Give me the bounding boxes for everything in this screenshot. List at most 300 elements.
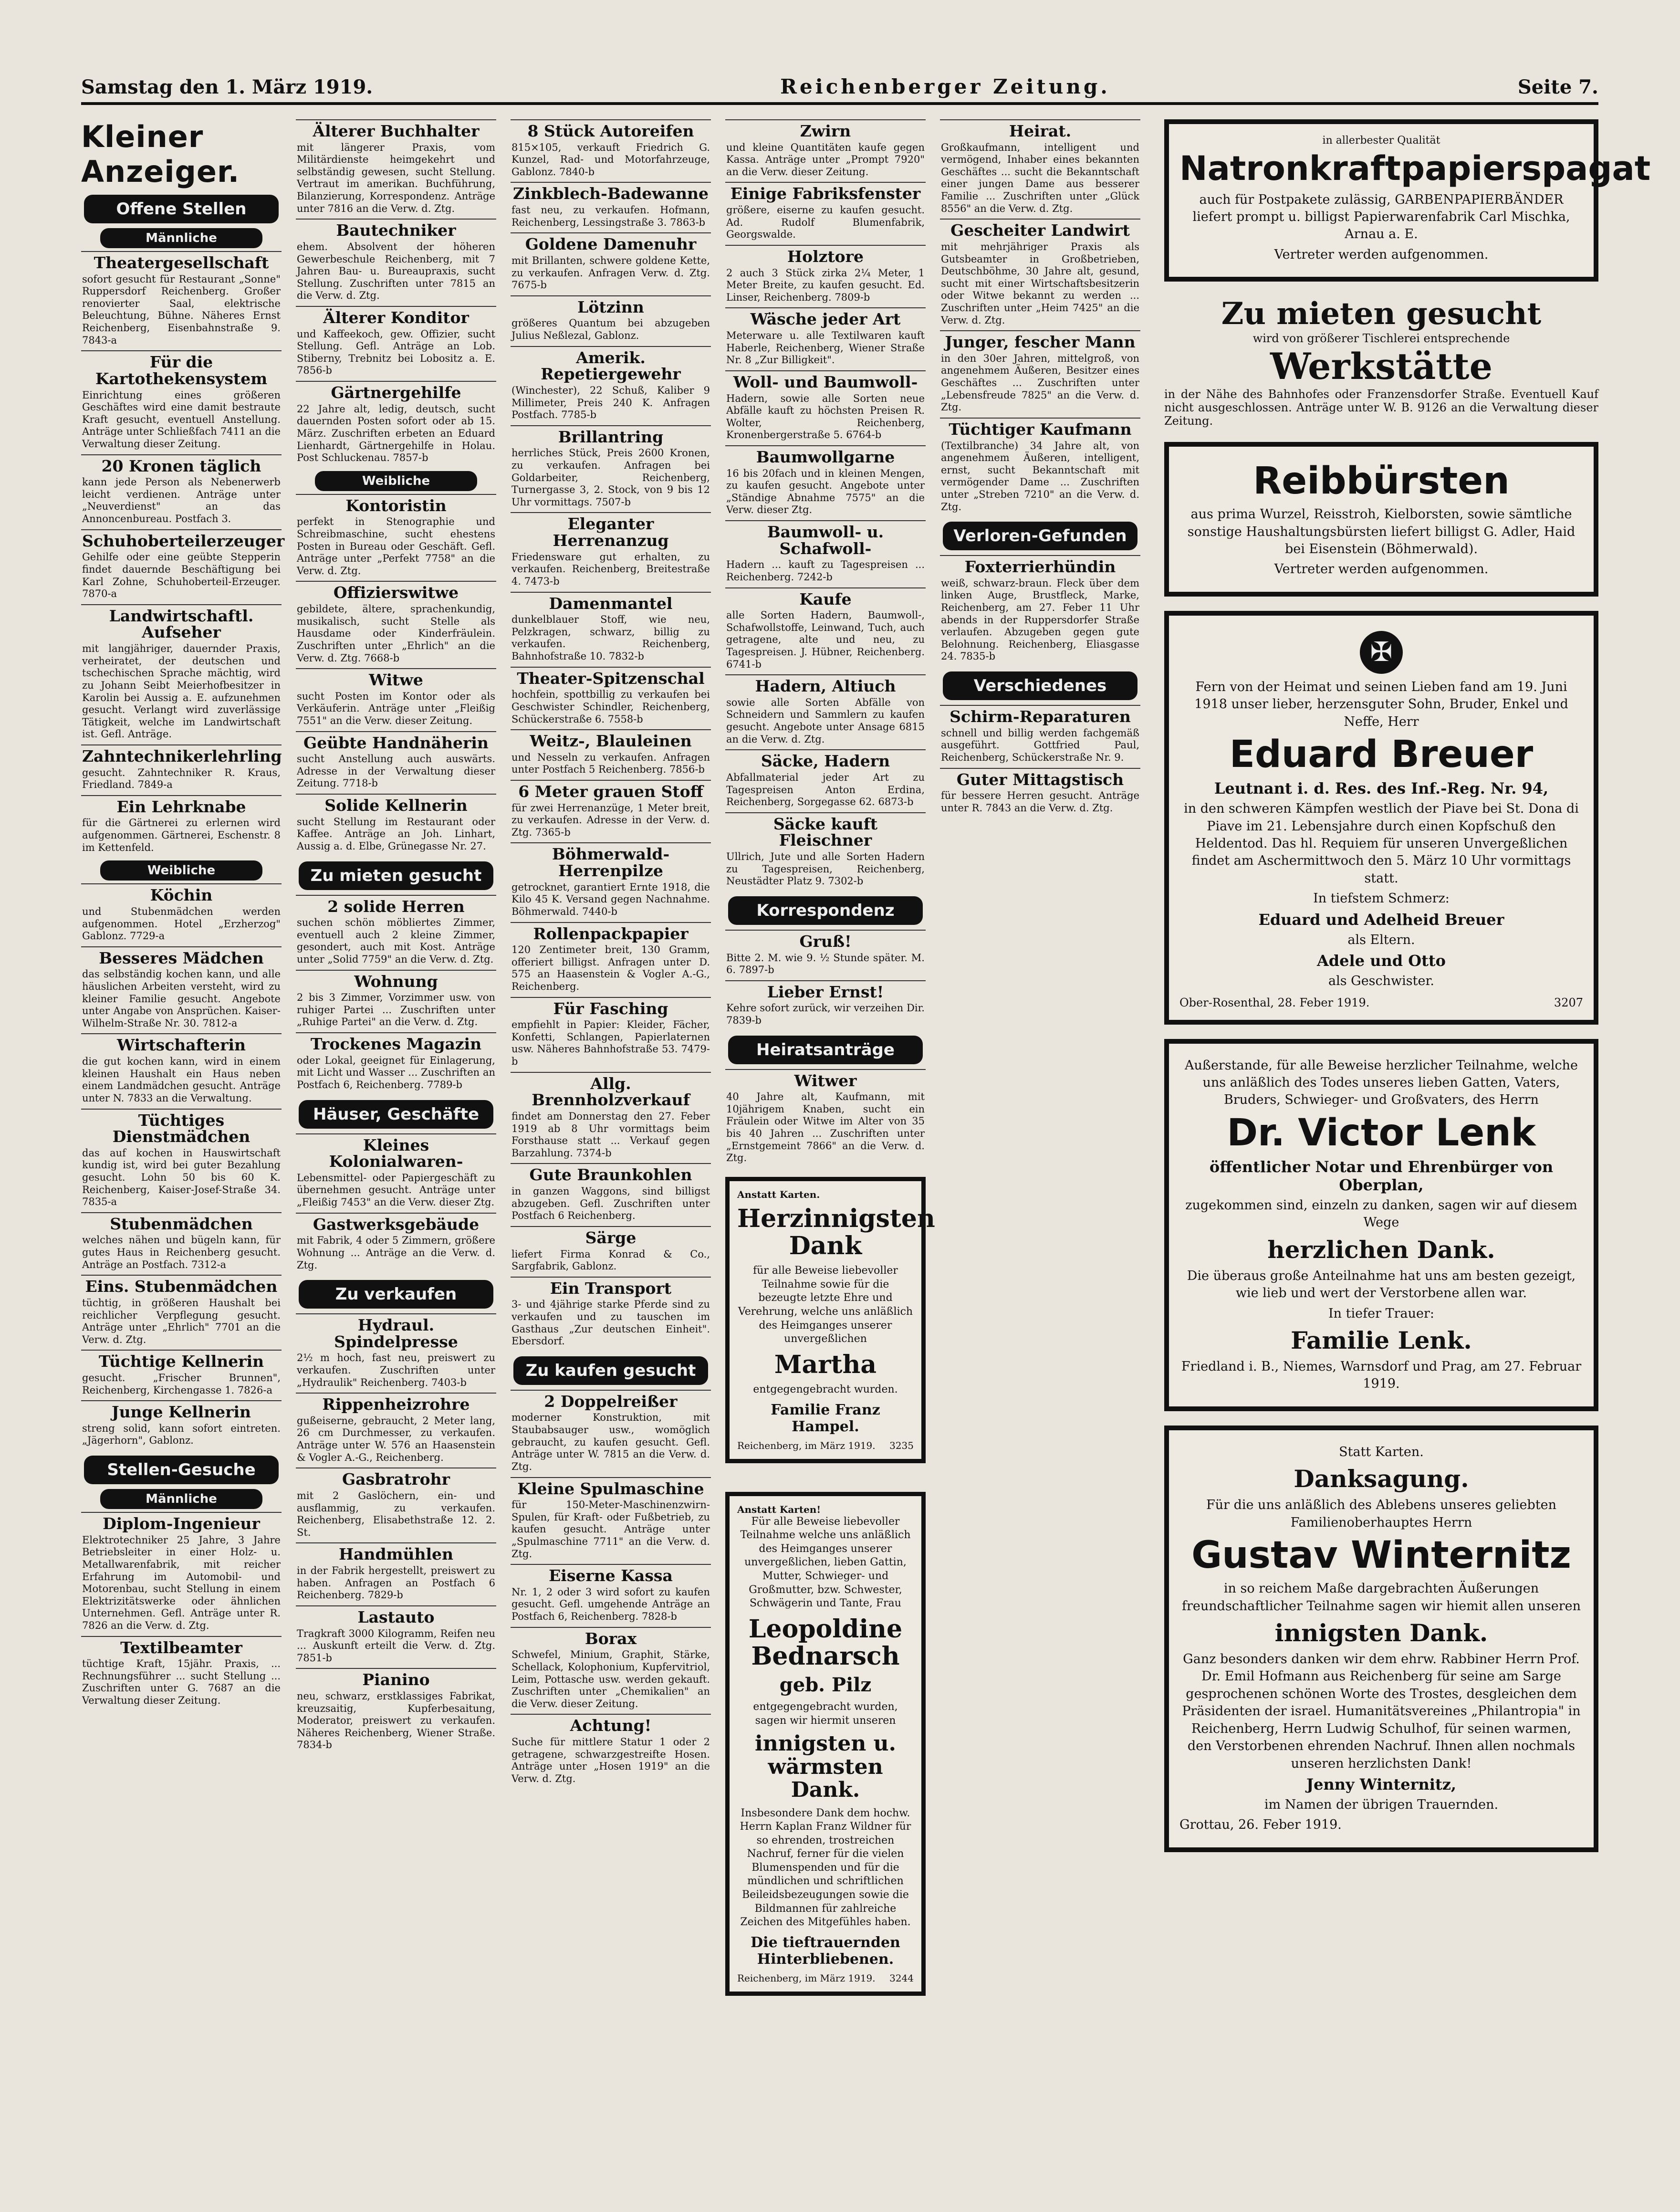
ad-headline: Kaufe — [799, 589, 852, 608]
notice-thanks: herzlichen Dank. — [1267, 1235, 1495, 1264]
ad-body: Friedensware gut erhalten, zu verkaufen. Reichenberg, Breitestraße 4. 7473-b — [511, 551, 710, 587]
notice-text: Für die uns anläßlich des Ablebens unseres geliebten Familienoberhauptes Herrn — [1206, 1498, 1557, 1530]
ad-body: in den 30er Jahren, mittelgroß, von angenehmem Äußeren, Besitzer eines Geschäftes ... Zuschriften unter „Lebensfreude 7825" an die Verw. d. Ztg. — [941, 352, 1139, 413]
ad-body: mit Brillanten, schwere goldene Kette, zu verkaufen. Anfragen Verw. d. Ztg. 7675-b — [511, 254, 710, 291]
ad-headline: Theater-Spitzenschal — [517, 669, 705, 688]
ad-headline: Natronkraftpapierspagat — [1179, 149, 1651, 188]
ad-body: und Stubenmädchen werden aufgenommen. Hotel „Erzherzog" Gablonz. 7729-a — [82, 905, 281, 942]
ad-headline: Älterer Buchhalter — [313, 122, 480, 140]
ad-headline: Heirat. — [1009, 122, 1072, 140]
notice-text: Außerstande, für alle Beweise herzlicher Teilnahme, welche uns anläßlich des Todes unseres lieben Gatten, Vaters, Bruders, Schwieger- und Großvaters, des Herrn — [1185, 1058, 1578, 1108]
ad-body: gesucht. „Frischer Brunnen", Reichenberg, Kirchengasse 1. 7826-a — [82, 1372, 281, 1396]
classified-ad — [511, 780, 711, 842]
ads-list — [81, 883, 282, 1451]
column-2 — [296, 119, 496, 1755]
ad-body: gesucht. Zahntechniker R. Kraus, Friedland. 7849-a — [82, 766, 281, 791]
column-6 — [1164, 119, 1651, 1866]
classified-ad — [296, 1668, 496, 1755]
ad-body: und Kaffeekoch, gew. Offizier, sucht Stellung. Gefl. Anträge an Lob. Stiberny, Trebnitz bei Lobositz a. E. 7856-b — [297, 328, 495, 377]
ad-headline: Schuhoberteilerzeuger — [82, 531, 285, 550]
classified-ad — [725, 812, 926, 891]
subheading-weibliche: Weibliche — [315, 471, 477, 491]
ad-body: Hadern ... kauft zu Tagespreisen ... Reichenberg. 7242-b — [726, 559, 925, 583]
ad-headline: Eiserne Kassa — [549, 1566, 673, 1585]
ads-list — [511, 1390, 711, 1789]
ad-body: (Winchester), 22 Schuß, Kaliber 9 Millimeter, Preis 240 K. Anfragen Postfach. 7785-b — [511, 384, 710, 421]
ad-text: Vertreter werden aufgenommen. — [1274, 562, 1489, 577]
classified-ad — [511, 1564, 711, 1626]
column-3 — [511, 119, 711, 1789]
heading-zu-verkaufen: Zu verkaufen — [299, 1280, 493, 1309]
notice-kicker: Anstatt Karten! — [737, 1503, 821, 1515]
classified-ad — [725, 245, 926, 307]
ad-headline: Gescheiter Landwirt — [950, 221, 1130, 240]
ad-body: neu, schwarz, erstklassiges Fabrikat, kreuzsaitig, Kupferbesaitung, Moderator, preiswert zu verkaufen. Näheres Reichenberg, Wiener Straße. 7834-b — [297, 1690, 495, 1751]
classified-ad — [725, 587, 926, 675]
notice-footer — [737, 1972, 914, 1984]
ad-headline: 6 Meter grauen Stoff — [518, 782, 703, 801]
notice-signature: Adele und Otto — [1316, 952, 1446, 970]
ads-list — [81, 1512, 282, 1711]
ad-headline: Borax — [584, 1629, 637, 1648]
ad-body: 815×105, verkauft Friedrich G. Kunzel, Rad- und Motorfahrzeuge, Gablonz. 7840-b — [511, 141, 710, 178]
ad-body: weiß, schwarz-braun. Fleck über dem linken Auge, Brustfleck, Marke, Reichenberg, am 27. Feber 11 Uhr abends in der Ruppersdorfer Straße verlaufen. Abzugeben gegen gute Belohnung. Reichenberg, Eliasgasse 24. 7835-b — [941, 577, 1139, 662]
ad-body: Schwefel, Minium, Graphit, Stärke, Schellack, Kolophonium, Kupfervitriol, Leim, Pottasche usw. werden gekauft. Zuschriften unter „Chemikalien" an die Verw. dieser Zeitung. — [511, 1649, 710, 1709]
ad-body: liefert Firma Konrad & Co., Sargfabrik, Gablonz. — [511, 1248, 710, 1272]
ad-body: 40 Jahre alt, Kaufmann, mit 10jährigem Knaben, sucht ein Fräulein oder Witwe im Alter von 35 bis 40 Jahren ... Zuschriften unter „Ernstgemeint 7866" an die Verw. d. Ztg. — [726, 1091, 925, 1164]
subheading-maennliche: Männliche — [100, 228, 262, 248]
classified-ad — [296, 581, 496, 668]
ad-body: Einrichtung eines größeren Geschäftes wird eine damit bestraute Kraft gesucht, eventuell Anstellung. Anträge unter Schließfach 7411 an die Verwaltung dieser Zeitung. — [82, 389, 281, 450]
ad-headline: Kleine Spulmaschine — [517, 1479, 704, 1498]
notice-place: Grottau, 26. Feber 1919. — [1179, 1817, 1342, 1833]
ad-headline: Gärtnergehilfe — [331, 383, 461, 402]
notice-rank: öffentlicher Notar und Ehrenbürger von Oberplan, — [1209, 1157, 1554, 1194]
cross-icon: ✠ — [1360, 631, 1403, 674]
heading-zu-kaufen-gesucht: Zu kaufen gesucht — [513, 1356, 708, 1385]
notice-text: in so reichem Maße dargebrachten Äußerungen freundschaftlicher Teilnahme sagen wir hiemit allen unseren — [1182, 1581, 1581, 1614]
classified-ad — [296, 794, 496, 856]
ad-body: Gehilfe oder eine geübte Stepperin findet dauernde Beschäftigung bei Karl Zohne, Schuhoberteil-Erzeuger. 7870-a — [82, 551, 281, 600]
ad-headline: 20 Kronen täglich — [101, 456, 261, 475]
classified-ad — [81, 883, 282, 946]
ad-body: 120 Zentimeter breit, 130 Gramm, offeriert billigst. Anfragen unter D. 575 an Haasenstein & Vogler A.-G., Reichenberg. — [511, 944, 710, 993]
notice-place: Friedland i. B., Niemes, Warnsdorf und Prag, am 27. Februar 1919. — [1181, 1359, 1582, 1392]
ad-body: die gut kochen kann, wird in einem kleinen Haushalt ein Haus neben einem Landmädchen gesucht. Anträge unter N. 7833 an die Verwaltung. — [82, 1056, 281, 1104]
ad-body: und kleine Quantitäten kaufe gegen Kassa. Anträge unter „Prompt 7920" an die Verw. dieser Zeitung. — [726, 141, 925, 178]
ad-body: sucht Posten im Kontor oder als Verkäuferin. Anträge unter „Fleißig 7551" an die Verw. dieser Zeitung. — [297, 690, 495, 726]
ad-body: 3- und 4jährige starke Pferde sind zu verkaufen und zu tauschen im Gasthaus „Zur deutschen Einheit". Ebersdorf. — [511, 1299, 710, 1347]
classified-ad — [296, 306, 496, 381]
ad-headline: Foxterrierhündin — [964, 557, 1116, 577]
heading-haeuser-geschaefte: Häuser, Geschäfte — [299, 1100, 493, 1129]
ads-list — [296, 1313, 496, 1755]
classified-ad — [81, 1275, 282, 1350]
classified-ad — [296, 1313, 496, 1393]
column-5 — [940, 119, 1140, 818]
ad-headline: Eleganter Herrenanzug — [553, 514, 669, 550]
ad-headline: Woll- und Baumwoll- — [733, 372, 918, 391]
notice-signature: Familie Franz Hampel. — [771, 1401, 880, 1435]
notice-text: entgegengebracht wurden. — [753, 1384, 898, 1396]
ad-headline: Besseres Mädchen — [99, 948, 264, 967]
ad-body: für 150-Meter-Maschinenzwirn-Spulen, für Kraft- oder Fußbetrieb, zu kaufen gesucht. Anträge unter „Spulmaschine 7711" an die Verw. d. Ztg. — [511, 1499, 710, 1560]
classified-ad — [725, 674, 926, 749]
ad-headline: Brillantring — [558, 427, 664, 446]
ads-list — [296, 1133, 496, 1276]
natronkraft-ad — [1164, 119, 1651, 282]
classified-ad — [81, 1636, 282, 1711]
ad-headline: Theatergesellschaft — [94, 253, 269, 272]
ad-headline: Weitz-, Blauleinen — [530, 732, 692, 751]
ad-body: 16 bis 20fach und in kleinen Mengen, zu kaufen gesucht. Angebote unter „Ständige Abnahme 7575" an die Verw. dieser Ztg. — [726, 467, 925, 516]
classified-ad — [511, 592, 711, 667]
ad-body: Kehre sofort zurück, wir verzeihen Dir. 7839-b — [726, 1002, 925, 1026]
ad-body: mit längerer Praxis, vom Militärdienste heimgekehrt und selbständig gewesen, sucht Stellung. Vertraut im amerikan. Buchführung, Bilanzierung, Korrespondenz. Anträge unter 7816 an die Verw. d. Ztg. — [297, 141, 495, 214]
ad-headline: Allg. Brennholzverkauf — [532, 1074, 690, 1110]
ad-headline: Geübte Handnäherin — [303, 733, 489, 752]
notice-number: 3244 — [889, 1972, 914, 1984]
ad-headline: Achtung! — [570, 1716, 652, 1735]
ad-headline: Zu mieten gesucht — [1221, 296, 1542, 332]
classified-ad — [511, 1226, 711, 1277]
classified-ad — [296, 1393, 496, 1468]
notice-name: Gustav Winternitz — [1191, 1534, 1571, 1577]
ads-list — [725, 119, 926, 891]
ads-list — [296, 119, 496, 468]
notice-text: als Geschwister. — [1328, 974, 1435, 989]
ad-headline: Guter Mittagstisch — [956, 770, 1124, 789]
ad-body: sowie alle Sorten Abfälle von Schneidern und Sammlern zu kaufen gesucht. Angebote unter Ansage 6815 an die Verw. d. Ztg. — [726, 696, 925, 745]
ad-body: gebildete, ältere, sprachenkundig, musikalisch, sucht Stelle als Hausdame oder Kinderfräulein. Zuschriften unter „Ehrlich" an die Verw. d. Ztg. 7668-b — [297, 603, 495, 664]
ad-headline: Holztore — [787, 247, 864, 266]
ad-headline: Tüchtiger Kaufmann — [949, 419, 1132, 439]
ad-body: hochfein, spottbillig zu verkaufen bei Geschwister Schindler, Reichenberg, Schückerstraße 6. 7558-b — [511, 689, 710, 725]
notice-text: entgegengebracht wurden, sagen wir hiermit unseren — [753, 1701, 898, 1727]
classified-ad — [511, 512, 711, 591]
ad-body: schnell und billig werden fachgemäß ausgeführt. Gottfried Paul, Reichenberg, Schückerstraße Nr. 9. — [941, 727, 1139, 763]
classified-ad — [940, 219, 1140, 330]
ad-headline: Pianino — [362, 1670, 430, 1689]
ad-body: Großkaufmann, intelligent und vermögend, Inhaber eines bekannten Geschäftes ... sucht die Bekanntschaft einer jungen Dame aus besserer Familie ... Zuschriften unter „Glück 8556" an die Verw. d. Ztg. — [941, 141, 1139, 214]
classified-ad — [511, 1072, 711, 1164]
ad-headline: Zwirn — [800, 122, 851, 140]
ad-headline: Gruß! — [799, 932, 852, 951]
notice-number: 3235 — [889, 1439, 914, 1451]
notice-text: In tiefstem Schmerz: — [1313, 891, 1450, 906]
heading-heiratsantraege: Heiratsanträge — [728, 1036, 923, 1064]
classified-ad — [511, 1477, 711, 1564]
ad-body: und Nesseln zu verkaufen. Anfragen unter Postfach 5 Reichenberg. 7856-b — [511, 751, 710, 776]
ad-headline: Eins. Stubenmädchen — [85, 1277, 278, 1296]
ad-body: getrocknet, garantiert Ernte 1918, die Kilo 45 K. Versand gegen Nachnahme. Böhmerwald. 7440-b — [511, 881, 710, 917]
header-date: Samstag den 1. März 1919. — [81, 76, 373, 98]
ad-headline: Baumwoll- u. Schafwoll- — [767, 523, 884, 558]
notice-text: Ganz besonders danken wir dem ehrw. Rabbiner Herrn Prof. Dr. Emil Hofmann aus Reichenberg für seine am Sarge gesprochenen schönen Worte des Trostes, desgleichen dem Präsidenten der israel. Humanitätsvereines „Philantropia" in Reichenberg, Herrn Ludwig Schulhof, für seinen warmen, den Verstorbenen ehrenden Nachruf. Ihnen allen nochmals unseren herzlichsten Dank! — [1182, 1651, 1581, 1771]
notice-rank: Leutnant i. d. Res. des Inf.-Reg. Nr. 94, — [1214, 779, 1549, 798]
column-4 — [725, 119, 935, 1996]
column-1 — [81, 119, 285, 1711]
classified-ad — [296, 381, 496, 468]
ad-body: mit 2 Gaslöchern, ein- und ausflammig, zu verkaufen. Reichenberg, Elisabethstraße 12. 2. St. — [297, 1489, 495, 1538]
ad-body: 2 auch 3 Stück zirka 2¼ Meter, 1 Meter Breite, zu kaufen gesucht. Ed. Linser, Reichenberg. 7809-b — [726, 267, 925, 303]
ad-headline: Hydraul. Spindelpresse — [334, 1316, 458, 1351]
notice-place: Ober-Rosenthal, 28. Feber 1919. — [1179, 996, 1370, 1009]
ad-subheadline: Werkstätte — [1270, 345, 1492, 388]
ad-body: herrliches Stück, Preis 2600 Kronen, zu verkaufen. Anfragen bei Goldarbeiter, Reichenberg, Turnergasse 3, 2. Stock, von 9 bis 12 Uhr vormittags. 7507-b — [511, 447, 710, 508]
ad-headline: Hadern, Altiuch — [755, 677, 896, 696]
ad-kicker: in allerbester Qualität — [1322, 135, 1440, 147]
classified-ad — [511, 997, 711, 1072]
ad-headline: Wohnung — [354, 972, 438, 991]
classified-ad — [940, 330, 1140, 418]
ad-body: empfiehlt in Papier: Kleider, Fächer, Konfetti, Schlangen, Papierlaternen usw. Näheres Bahnhofstraße 53. 7479-b — [511, 1019, 710, 1068]
classified-ad — [725, 520, 926, 587]
notice-kicker: Statt Karten. — [1339, 1444, 1424, 1459]
ad-headline: Ein Lehrknabe — [116, 797, 246, 816]
ad-body: Ullrich, Jute und alle Sorten Hadern zu Tagespreisen, Reichenberg, Neustädter Platz 9. 7302-b — [726, 851, 925, 887]
classified-ad — [296, 1133, 496, 1213]
classified-ad — [81, 251, 282, 350]
classified-ad — [511, 922, 711, 997]
ad-body: fast neu, zu verkaufen. Hofmann, Reichenberg, Lessingstraße 3. 7863-b — [511, 204, 710, 228]
ad-headline: Witwe — [369, 671, 423, 690]
winternitz-notice — [1164, 1426, 1598, 1852]
ad-body: gußeiserne, gebraucht, 2 Meter lang, 26 cm Durchmesser, zu verkaufen. Anträge unter W. 576 an Haasenstein & Vogler A.-G., Reichenberg. — [297, 1415, 495, 1463]
ad-body: Bitte 2. M. wie 9. ½ Stunde später. M. 6. 7897-b — [726, 952, 925, 976]
classified-ad — [725, 749, 926, 812]
classified-ad — [511, 1390, 711, 1477]
classified-ad — [511, 1163, 711, 1226]
classified-ad — [725, 1069, 926, 1168]
classified-ad — [81, 1109, 282, 1212]
hampel-notice — [725, 1177, 935, 1463]
ad-headline: Särge — [585, 1228, 637, 1247]
lenk-notice — [1164, 1039, 1598, 1411]
ad-body: 2½ m hoch, fast neu, preiswert zu verkaufen. Zuschriften unter „Hydraulik" Reichenberg. 7403-b — [297, 1352, 495, 1388]
ad-body: alle Sorten Hadern, Baumwoll-, Schafwollstoffe, Leinwand, Tuch, auch getragene, alte und neu, zu Tagespreisen. J. Hübner, Reichenberg. 6741-b — [726, 609, 925, 670]
classified-ad — [725, 445, 926, 520]
classified-ad — [511, 1627, 711, 1714]
classified-ad — [725, 980, 926, 1031]
ad-body: das selbständig kochen kann, und alle häuslichen Arbeiten versteht, wird zu kleiner Familie gesucht. Angebote unter Angabe von Ansprüchen. Kaiser-Wilhelm-Straße Nr. 30. 7812-a — [82, 968, 281, 1029]
classified-ad — [511, 1277, 711, 1352]
section-title: Kleiner Anzeiger. — [81, 119, 240, 189]
ad-body: suchen schön möbliertes Zimmer, eventuell auch 2 kleine Zimmer, gesondert, auch mit Kost. Anträge unter „Solid 7759" an die Verw. d. Ztg. — [297, 917, 495, 965]
classified-ad — [296, 970, 496, 1032]
notice-name: Martha — [774, 1350, 877, 1379]
ad-body: tüchtige Kraft, 15jähr. Praxis, ... Rechnungsführer ... sucht Stellung ... Zuschriften unter G. 7687 an die Verwaltung dieser Zeitung. — [82, 1658, 281, 1707]
bednarsch-notice — [725, 1492, 926, 1996]
notice-thanks: innigsten Dank. — [1274, 1618, 1488, 1647]
page-header — [81, 72, 1598, 105]
classified-ad — [296, 119, 496, 219]
classified-ad — [511, 182, 711, 232]
page-number: Seite 7. — [1517, 76, 1598, 98]
ad-body: 22 Jahre alt, ledig, deutsch, sucht dauernden Posten sofort oder ab 15. März. Zuschriften erbeten an Eduard Lienhardt, Gärtnergehilfe in Holau. Post Schluckenau. 7857-b — [297, 403, 495, 464]
classified-ad — [725, 119, 926, 182]
ad-body: für bessere Herren gesucht. Anträge unter R. 7843 an die Verw. d. Ztg. — [941, 790, 1139, 814]
ad-text: aus prima Wurzel, Reisstroh, Kielborsten, sowie sämtliche sonstige Haushaltungsbürsten liefert billigst G. Adler, Haid bei Eisenstein (Böhmerwald). — [1187, 507, 1576, 557]
ad-text: Vertreter werden aufgenommen. — [1274, 247, 1489, 262]
ad-body: für zwei Herrenanzüge, 1 Meter breit, zu verkaufen. Adresse in der Verw. d. Ztg. 7365-b — [511, 802, 710, 838]
notice-birthname: geb. Pilz — [779, 1674, 872, 1697]
notice-signature: Jenny Winternitz, — [1306, 1775, 1457, 1793]
ad-headline: Böhmerwald-Herrenpilze — [552, 845, 670, 881]
ad-headline: Witwer — [794, 1071, 857, 1090]
ad-headline: Lastauto — [357, 1607, 435, 1626]
ad-text: in der Nähe des Bahnhofes oder Franzensdorfer Straße. Eventuell Kauf nicht ausgeschlossen. Anträge unter W. B. 9126 an die Verwaltung dieser Zeitung. — [1164, 388, 1598, 428]
ads-list — [940, 119, 1140, 517]
classified-ad — [940, 418, 1140, 517]
ad-headline: Zahntechnikerlehrling — [82, 746, 282, 765]
notice-footer — [737, 1440, 914, 1451]
classified-ad — [511, 729, 711, 780]
notice-headline: Herzinnigsten Dank — [737, 1204, 935, 1261]
ad-body: größeres Quantum bei abzugeben Julius Neßlezal, Gablonz. — [511, 317, 710, 342]
ad-headline: Rollenpackpapier — [533, 924, 689, 943]
classified-ad — [81, 1350, 282, 1400]
ad-headline: Gasbratrohr — [342, 1470, 450, 1489]
classified-ad — [511, 667, 711, 729]
classified-ad — [725, 307, 926, 370]
notice-kicker: Anstatt Karten. — [737, 1188, 820, 1200]
ad-headline: Baumwollgarne — [756, 447, 895, 466]
classified-ad — [296, 1032, 496, 1095]
classified-ad — [81, 1033, 282, 1108]
notice-number: 3207 — [1554, 996, 1583, 1009]
ad-text: auch für Postpakete zulässig, GARBENPAPIERBÄNDER liefert prompt u. billigst Papierwarenfabrik Carl Mischka, Arnau a. E. — [1192, 192, 1570, 242]
ad-body: Tragkraft 3000 Kilogramm, Reifen neu ... Auskunft erteilt die Verw. d. Ztg. 7851-b — [297, 1627, 495, 1664]
ad-body: mit langjähriger, dauernder Praxis, verheiratet, der deutschen und tschechischen Sprache mächtig, wird zu Johann Seibt Meierhofbesitzer in Karolin bei Aussig a. E. aufzunehmen gesucht. Verlangt wird zuverlässige Tätigkeit, welche im Landwirtschaft ist. Gefl. Anträge. — [82, 643, 281, 740]
ad-headline: Diplom-Ingenieur — [103, 1514, 260, 1533]
ad-headline: Handmühlen — [338, 1545, 454, 1564]
newspaper-page — [81, 72, 1651, 2181]
notice-text: Für alle Beweise liebevoller Teilnahme welche uns anläßlich des Heimganges unserer unvergeßlichen, lieben Gattin, Mutter, Schwieger- und Großmutter, bzw. Schwester, Schwägerin und Tante, Frau — [740, 1515, 911, 1610]
ad-body: moderner Konstruktion, mit Staubabsauger usw., womöglich gebraucht, zu kaufen gesucht. Gefl. Anträge unter W. 7815 an die Verw. d. Ztg. — [511, 1412, 710, 1472]
ad-headline: Für Fasching — [553, 999, 668, 1018]
notice-text: In tiefer Trauer: — [1328, 1306, 1434, 1321]
classified-ad — [511, 232, 711, 295]
ad-headline: 2 Doppelreißer — [544, 1392, 678, 1411]
ad-body: das auf kochen in Hauswirtschaft kundig ist, wird bei guter Bezahlung gesucht. Lohn 50 bis 60 K. Reichenberg, Kaiser-Josef-Straße 34. 7835-a — [82, 1147, 281, 1208]
heading-verloren-gefunden: Verloren-Gefunden — [943, 522, 1137, 550]
heading-stellen-gesuche: Stellen-Gesuche — [84, 1456, 279, 1484]
ad-headline: Tüchtige Kellnerin — [98, 1352, 264, 1371]
ad-headline: 8 Stück Autoreifen — [527, 122, 694, 140]
notice-text: im Namen der übrigen Trauernden. — [1264, 1797, 1499, 1812]
notice-text: für alle Beweise liebevoller Teilnahme sowie für die bezeugte letzte Ehre und Verehrung, welche uns anläßlich des Heimganges unserer unvergeßlichen — [738, 1265, 913, 1345]
classified-ad — [296, 1468, 496, 1542]
ad-headline: Lieber Ernst! — [767, 982, 884, 1001]
ad-body: Meterware u. alle Textilwaren kauft Haberle, Reichenberg, Wiener Straße Nr. 8 „Zur Billigkeit". — [726, 330, 925, 366]
notice-text: Die überaus große Anteilnahme hat uns am besten gezeigt, wie lieb und wert der Verstorbene allen war. — [1187, 1268, 1576, 1301]
ad-body: sofort gesucht für Restaurant „Sonne" Ruppersdorf Reichenberg. Großer renovierter Saal, elektrische Beleuchtung, Bühne. Näheres Ernst Reichenberg, Eisenbahnstraße 9. 7843-a — [82, 273, 281, 346]
werkstaette-ad — [1164, 296, 1598, 428]
ads-list — [725, 1069, 926, 1168]
classified-ad — [940, 555, 1140, 667]
notice-text: Insbesondere Dank dem hochw. Herrn Kaplan Franz Wildner für so ehrenden, trostreichen Nachruf, ferner für die vielen Blumenspenden und für die mündlichen und schriftlichen Beileidsbezeugungen sowie die Bildmannen für zahlreiche Zeichen des Mitgefühles haben. — [740, 1807, 911, 1929]
ad-body: perfekt in Stenographie und Schreibmaschine, sucht ehestens Posten in Bureau oder Geschäft. Gefl. Anträge unter „Perfekt 7758" an die Verw. d. Ztg. — [297, 516, 495, 577]
classified-ad — [511, 425, 711, 513]
ad-headline: Trockenes Magazin — [310, 1035, 482, 1054]
ad-headline: Lötzinn — [577, 297, 644, 316]
classified-ad — [81, 946, 282, 1034]
ad-body: welches nähen und bügeln kann, für gutes Haus in Reichenberg gesucht. Anträge an Postfach. 7312-a — [82, 1234, 281, 1270]
classified-ad — [296, 731, 496, 794]
classified-ad — [511, 119, 711, 182]
ad-text: wird von größerer Tischlerei entsprechende — [1252, 332, 1510, 346]
ad-headline: Wäsche jeder Art — [750, 310, 901, 329]
classified-ad — [725, 182, 926, 244]
ad-body: in ganzen Waggons, sind billigst abzugeben. Gefl. Zuschriften unter Postfach 6 Reichenberg. — [511, 1185, 710, 1222]
reibbuersten-ad — [1164, 442, 1598, 597]
ad-headline: Landwirtschaftl. Aufseher — [109, 606, 254, 642]
notice-text: zugekommen sind, einzeln zu danken, sagen wir auf diesem Wege — [1185, 1197, 1577, 1230]
ad-headline: Säcke kauft Fleischner — [773, 814, 878, 850]
classified-ad — [940, 119, 1140, 219]
classified-ad — [940, 768, 1140, 818]
ad-headline: Rippenheizrohre — [322, 1395, 470, 1414]
ad-body: findet am Donnerstag den 27. Feber 1919 ab 8 Uhr vormittags beim Forsthause statt ... Verkauf gegen Barzahlung. 7374-b — [511, 1110, 710, 1159]
ad-headline: Damenmantel — [549, 594, 673, 613]
classified-ad — [511, 1714, 711, 1789]
ad-body: Lebensmittel- oder Papiergeschäft zu übernehmen gesucht. Anträge unter „Fleißig 7453" an die Verw. dieser Ztg. — [297, 1172, 495, 1208]
classified-ad — [81, 1212, 282, 1275]
classified-ad — [511, 842, 711, 922]
classified-ad — [296, 219, 496, 306]
classified-ad — [81, 350, 282, 454]
ads-list — [511, 119, 711, 1352]
notice-place: Reichenberg, im März 1919. — [737, 1972, 876, 1984]
classified-ad — [296, 494, 496, 581]
ad-body: tüchtig, in größeren Haushalt bei reichlicher Verpflegung gesucht. Anträge unter „Ehrlich" 7701 an die Verw. d. Ztg. — [82, 1297, 281, 1345]
classified-ad — [296, 1605, 496, 1668]
notice-text: als Eltern. — [1347, 932, 1415, 947]
ad-headline: Offizierswitwe — [333, 583, 459, 602]
classified-ad — [81, 529, 285, 604]
ad-headline: Gastwerksgebäude — [313, 1215, 480, 1234]
ad-headline: Zinkblech-Badewanne — [513, 184, 709, 203]
notice-text: Fern von der Heimat und seinen Lieben fand am 19. Juni 1918 unser lieber, herzensguter Sohn, Bruder, Enkel und Neffe, Herr — [1194, 679, 1568, 729]
classified-ad — [725, 930, 926, 980]
classified-ad — [81, 795, 282, 858]
ad-headline: Älterer Konditor — [323, 308, 469, 327]
heading-korrespondenz: Korrespondenz — [728, 896, 923, 925]
ad-headline: Einige Fabriksfenster — [730, 184, 921, 203]
ad-body: größere, eiserne zu kaufen gesucht. Ad. Rudolf Blumenfabrik, Georgswalde. — [726, 204, 925, 241]
ads-list — [296, 494, 496, 857]
ad-body: (Textilbranche) 34 Jahre alt, von angenehmem Äußeren, intelligent, ernst, sucht Bekanntschaft mit vermögender Dame ... Zuschriften unter „Streben 7210" an die Verw. d. Ztg. — [941, 440, 1139, 513]
ad-headline: Gute Braunkohlen — [529, 1165, 692, 1185]
ad-headline: Für die Kartothekensystem — [95, 353, 268, 388]
classified-ad — [81, 454, 282, 529]
ad-body: für die Gärtnerei zu erlernen wird aufgenommen. Gärtnerei, Eschenstr. 8 im Kettenfeld. — [82, 817, 281, 853]
ad-headline: Säcke, Hadern — [761, 752, 890, 771]
ad-body: sucht Anstellung auch auswärts. Adresse in der Verwaltung dieser Zeitung. 7718-b — [297, 753, 495, 789]
ad-headline: Bautechniker — [336, 221, 456, 240]
ad-body: dunkelblauer Stoff, wie neu, Pelzkragen, schwarz, billig zu verkaufen. Reichenberg, Bahnhofstraße 10. 7832-b — [511, 614, 710, 662]
notice-name: Dr. Victor Lenk — [1227, 1111, 1536, 1154]
classified-ad — [296, 1213, 496, 1275]
ad-headline: Junge Kellnerin — [111, 1403, 251, 1422]
notice-footer — [1179, 996, 1583, 1009]
ad-body: mit Fabrik, 4 oder 5 Zimmern, größere Wohnung ... Anträge an die Verw. d. Ztg. — [297, 1235, 495, 1271]
classified-ad — [81, 1400, 282, 1451]
ad-headline: Kleines Kolonialwaren- — [329, 1135, 463, 1171]
ads-list — [940, 555, 1140, 667]
ad-headline: Tüchtiges Dienstmädchen — [112, 1111, 250, 1146]
